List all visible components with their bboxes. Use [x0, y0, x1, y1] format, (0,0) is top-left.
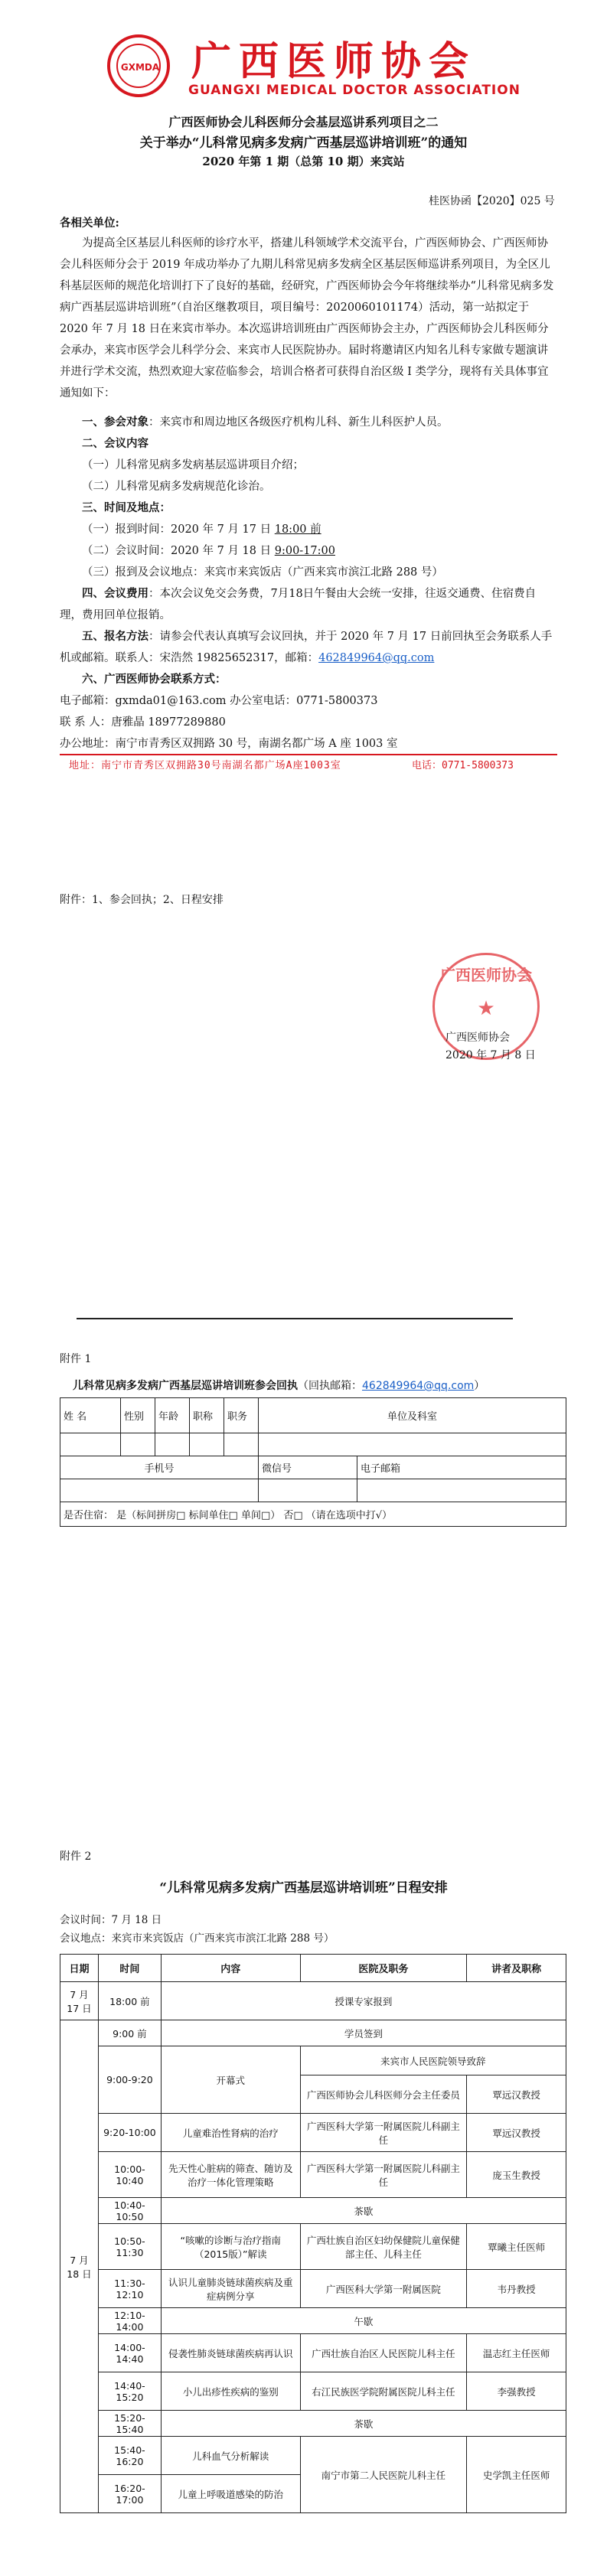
- schedule-hospital: 广西医科大学第一附属医院: [300, 2270, 467, 2308]
- receipt-cell[interactable]: [60, 1479, 259, 1502]
- schedule-hospital: 广西医科大学第一附属医院儿科副主任: [300, 2114, 467, 2152]
- receipt-header-email: 电子邮箱: [357, 1456, 566, 1479]
- receipt-header-title: 职称: [190, 1398, 224, 1433]
- footer-phone: 电话：0771-5800373: [412, 760, 514, 771]
- section-2-item: （二）儿科常见病多发病规范化诊治。: [82, 481, 271, 493]
- salutation: 各相关单位:: [60, 217, 119, 230]
- notice-title-3: 2020 年第 1 期（总第 10 期）来宾站: [202, 155, 405, 168]
- schedule-speaker: 韦丹教授: [467, 2270, 566, 2308]
- attachments-list: 附件：1、参会回执；2、日程安排: [60, 894, 224, 906]
- signing-org: 广西医师协会: [445, 1032, 510, 1044]
- receipt-header-position: 职务: [224, 1398, 259, 1433]
- section-1: [60, 412, 557, 433]
- schedule-content: 认识儿童肺炎链球菌疾病及重症病例分享: [161, 2270, 300, 2308]
- schedule-time: 15:20-15:40: [98, 2411, 161, 2437]
- schedule-content: 儿童难治性肾病的治疗: [161, 2114, 300, 2152]
- section-5-title: 五、报名方法: [82, 630, 148, 643]
- attach1-title: 儿科常见病多发病广西基层巡讲培训班参会回执: [73, 1380, 298, 1392]
- receipt-header-age: 年龄: [155, 1398, 190, 1433]
- meeting-time-value: 9:00-17:00: [274, 545, 335, 557]
- meeting-time: 会议时间：7 月 18 日: [60, 1914, 162, 1926]
- schedule-hospital: 广西壮族自治区人民医院儿科主任: [300, 2334, 467, 2372]
- schedule-content: 儿童上呼吸道感染的防治: [161, 2475, 300, 2513]
- contact-line-email: 电子邮箱：gxmda01@163.com 办公室电话：0771-5800373: [60, 695, 378, 707]
- schedule-content: 茶歇: [161, 2411, 566, 2437]
- schedule-content: 学员签到: [161, 2020, 566, 2046]
- section-1-text: ：来宾市和周边地区各级医疗机构儿科、新生儿科医护人员。: [148, 416, 449, 429]
- section-5: [60, 626, 557, 669]
- schedule-hospital: 来宾市人民医院领导致辞: [300, 2046, 566, 2075]
- schedule-time: 9:00-9:20: [98, 2046, 161, 2114]
- receipt-cell[interactable]: [224, 1433, 259, 1456]
- attach1-label: 附件 1: [60, 1353, 92, 1365]
- section-6-title: 六、广西医师协会联系方式：: [82, 673, 227, 686]
- schedule-table: [60, 1954, 566, 2513]
- schedule-time: 16:20-17:00: [98, 2475, 161, 2513]
- schedule-speaker: 覃远汉教授: [467, 2114, 566, 2152]
- meeting-time-label: （二）会议时间：2020 年 7 月 18 日: [82, 545, 275, 557]
- contact-line-person: 联 系 人：唐雅晶 18977289880: [60, 716, 226, 729]
- org-name-en: GUANGXI MEDICAL DOCTOR ASSOCIATION: [188, 83, 521, 98]
- schedule-header-speaker: 讲者及职称: [467, 1955, 566, 1982]
- receipt-header-phone: 手机号: [60, 1456, 259, 1479]
- schedule-speaker: 李强教授: [467, 2372, 566, 2411]
- schedule-speaker: 庞玉生教授: [467, 2152, 566, 2198]
- schedule-time: 14:00-14:40: [98, 2334, 161, 2372]
- attach1-title-suffix: （回执邮箱：: [298, 1380, 362, 1392]
- section-5-text: ：请参会代表认真填写会议回执，并于 2020 年 7 月 17 日前回执至会务联系人手机或邮箱。联系人：宋浩然 19825652317，邮箱：: [60, 631, 553, 664]
- schedule-time: 10:00-10:40: [98, 2152, 161, 2198]
- schedule-content: 开幕式: [161, 2046, 300, 2114]
- attach2-title: “儿科常见病多发病广西基层巡讲培训班”日程安排: [159, 1880, 448, 1896]
- receipt-header-wechat: 微信号: [259, 1456, 357, 1479]
- logo-text: GXMDA: [120, 62, 160, 73]
- receipt-cell[interactable]: [60, 1433, 121, 1456]
- schedule-time: 12:10-14:00: [98, 2308, 161, 2334]
- schedule-content: 小儿出疹性疾病的鉴别: [161, 2372, 300, 2411]
- schedule-content: 茶歇: [161, 2198, 566, 2224]
- section-3-title: 三、时间及地点：: [82, 501, 171, 514]
- schedule-header-date: 日期: [60, 1955, 99, 1982]
- receipt-header-gender: 性别: [121, 1398, 155, 1433]
- attach1-title-line: [73, 1378, 485, 1393]
- receipt-email-link[interactable]: 462849964@qq.com: [362, 1380, 475, 1392]
- schedule-speaker: 温志红主任医师: [467, 2334, 566, 2372]
- receipt-cell[interactable]: [259, 1479, 357, 1502]
- schedule-content: 侵袭性肺炎链球菌疾病再认识: [161, 2334, 300, 2372]
- schedule-hospital: 广西医师协会儿科医师分会主任委员: [300, 2075, 467, 2114]
- schedule-time: 10:40-10:50: [98, 2198, 161, 2224]
- page-separator: [77, 1318, 513, 1319]
- section-3-item-3: （三）报到及会议地点：来宾市来宾饭店（广西来宾市滨江北路 288 号）: [82, 566, 443, 579]
- schedule-time: 15:40-16:20: [98, 2437, 161, 2475]
- receipt-cell[interactable]: [155, 1433, 190, 1456]
- schedule-content: “咳嗽的诊断与治疗指南（2015版）”解读: [161, 2224, 300, 2270]
- schedule-time: 11:30-12:10: [98, 2270, 161, 2308]
- signing-date: 2020 年 7 月 8 日: [445, 1049, 536, 1061]
- section-2-item: （一）儿科常见病多发病基层巡讲项目介绍；: [82, 459, 304, 471]
- section-4-title: 四、会议费用: [82, 587, 148, 600]
- schedule-time: 10:50-11:30: [98, 2224, 161, 2270]
- attach2-label: 附件 2: [60, 1850, 92, 1863]
- meeting-place: 会议地点：来宾市来宾饭店（广西来宾市滨江北路 288 号）: [60, 1932, 335, 1945]
- schedule-header-hospital: 医院及职务: [300, 1955, 467, 1982]
- attach1-title-end: ）: [474, 1380, 485, 1392]
- schedule-time: 9:00 前: [98, 2020, 161, 2046]
- schedule-time: 14:40-15:20: [98, 2372, 161, 2411]
- receipt-cell[interactable]: [121, 1433, 155, 1456]
- seal-text: 广西医师协会: [440, 966, 532, 984]
- section-4: [60, 583, 557, 626]
- contact-line-address: 办公地址：南宁市青秀区双拥路 30 号，南湖名都广场 A 座 1003 室: [60, 738, 398, 750]
- schedule-hospital: 广西医科大学第一附属医院儿科副主任: [300, 2152, 467, 2198]
- receipt-header-name: 姓 名: [60, 1398, 121, 1433]
- receipt-lodging[interactable]: 是否住宿： 是（标间拼房□ 标间单住□ 单间□） 否□ （请在选项中打√）: [60, 1502, 566, 1527]
- report-time-label: （一）报到时间：2020 年 7 月 17 日: [82, 523, 275, 536]
- section-3-item-2: [60, 540, 557, 562]
- schedule-content: 儿科血气分析解读: [161, 2437, 300, 2475]
- schedule-hospital: 右江民族医学院附属医院儿科主任: [300, 2372, 467, 2411]
- section-2-title: 二、会议内容: [82, 437, 148, 450]
- seal-star-icon: ★: [477, 997, 495, 1020]
- schedule-speaker: 史学凯主任医师: [467, 2437, 566, 2513]
- receipt-cell[interactable]: [259, 1433, 566, 1456]
- schedule-hospital: 广西壮族自治区妇幼保健院儿童保健部主任、儿科主任: [300, 2224, 467, 2270]
- schedule-speaker: 覃远汉教授: [467, 2075, 566, 2114]
- schedule-content: 先天性心脏病的筛查、随访及治疗一体化管理策略: [161, 2152, 300, 2198]
- org-name: 广西医师协会: [191, 39, 477, 85]
- footer-divider: [60, 754, 557, 755]
- association-logo: [107, 34, 170, 97]
- section-1-title: 一、参会对象: [82, 416, 148, 429]
- receipt-cell[interactable]: [190, 1433, 224, 1456]
- schedule-header-content: 内容: [161, 1955, 300, 1982]
- footer-address: 地址：南宁市青秀区双拥路30号南湖名都广场A座1003室: [69, 760, 341, 771]
- schedule-time: 18:00 前: [98, 1982, 161, 2020]
- schedule-day-cell: 7 月 17 日: [60, 1982, 99, 2020]
- notice-title-1: 广西医师协会儿科医师分会基层巡讲系列项目之二: [168, 115, 439, 129]
- schedule-content: 授课专家报到: [161, 1982, 566, 2020]
- contact-email-link[interactable]: 462849964@qq.com: [318, 652, 435, 664]
- body-paragraph: 为提高全区基层儿科医师的诊疗水平，搭建儿科领域学术交流平台，广西医师协会、广西医师协会儿科医师分会于 2019 年成功举办了九期儿科常见病多发病全区基层医师巡讲系列项目，为全区儿科基层医师的规范化培训打下了良好的基础，经研究，广西医师协会今年将继续举办“儿科常见病多发病广西基层巡讲培训班”（自治区继教项目，项目编号：2020060101174）活动，第一站拟定于 2020 年 7 月 18 日在来宾市举办。本次巡讲培训班由广西医师协会主办，广西医师协会儿科医师分会承办，来宾市医学会儿科学分会、来宾市人民医院协办。届时将邀请区内知名儿科专家做专题演讲并进行学术交流，热烈欢迎大家莅临参会，培训合格者可获得自治区级 I 类学分，现将有关具体事宜通知如下：: [60, 237, 554, 399]
- schedule-header-time: 时间: [98, 1955, 161, 1982]
- schedule-speaker: 覃曦主任医师: [467, 2224, 566, 2270]
- schedule-time: 9:20-10:00: [98, 2114, 161, 2152]
- section-3-item-1: [60, 519, 557, 540]
- notice-title-2: 关于举办“儿科常见病多发病广西基层巡讲培训班”的通知: [139, 135, 468, 151]
- receipt-header-unit: 单位及科室: [259, 1398, 566, 1433]
- doc-number: 桂医协函【2020】025 号: [429, 195, 555, 207]
- schedule-hospital: 南宁市第二人民医院儿科主任: [300, 2437, 467, 2513]
- report-time-value: 18:00 前: [274, 523, 321, 536]
- schedule-content: 午歇: [161, 2308, 566, 2334]
- receipt-cell[interactable]: [357, 1479, 566, 1502]
- section-4-text: ：本次会议免交会务费，7月18日午餐由大会统一安排，往返交通费、住宿费自理，费用回单位报销。: [60, 588, 537, 621]
- receipt-table: [60, 1397, 566, 1527]
- schedule-day-cell: 7 月 18 日: [60, 2020, 99, 2513]
